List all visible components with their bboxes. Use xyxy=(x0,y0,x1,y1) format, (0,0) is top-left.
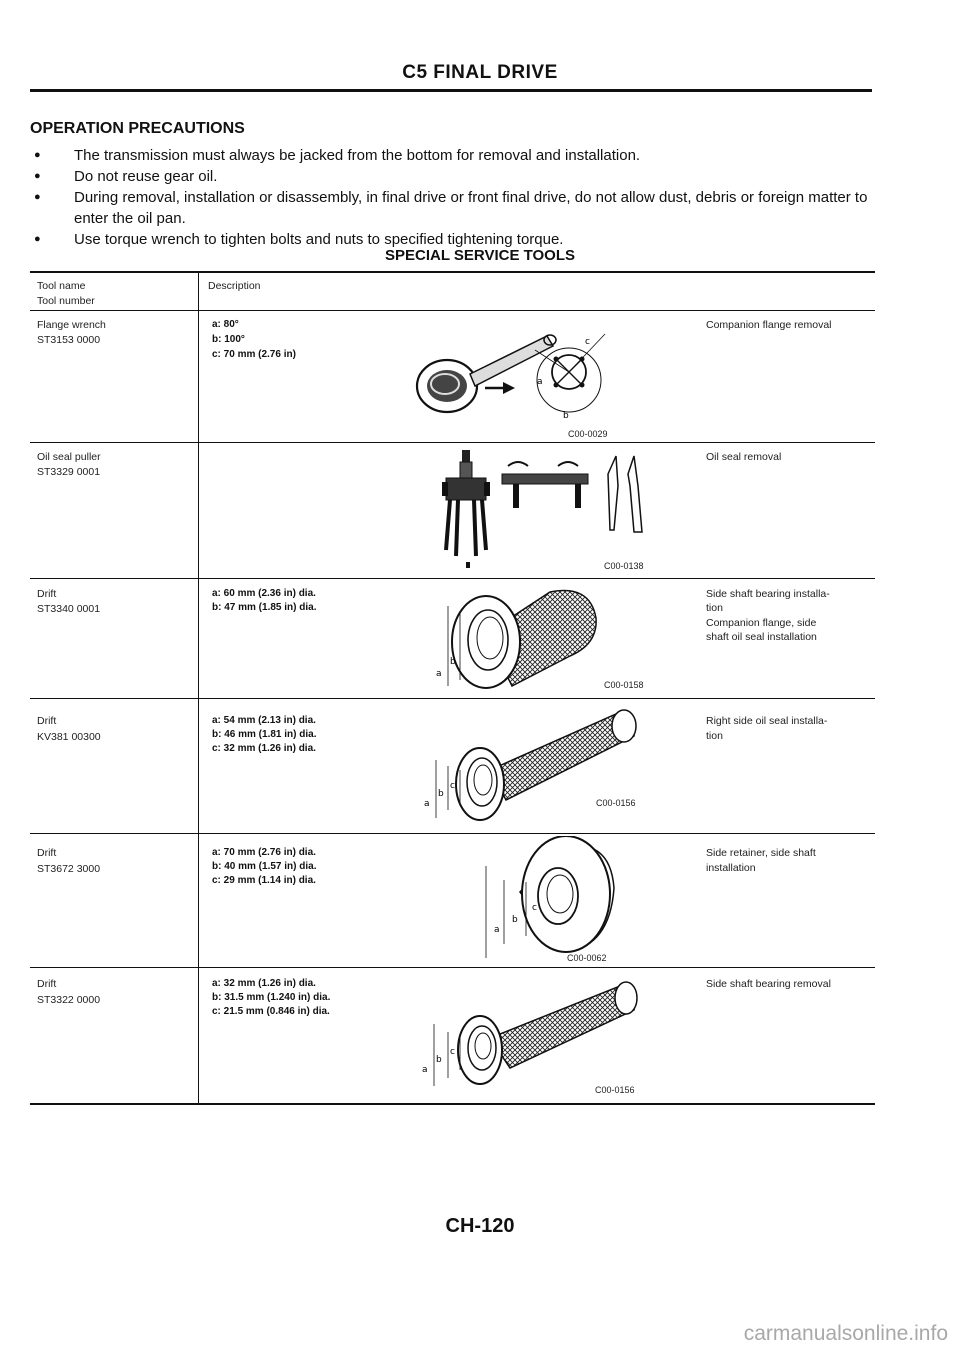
drift-illustration xyxy=(470,836,640,964)
figure-code: C00-0158 xyxy=(604,680,644,690)
drift-illustration xyxy=(420,970,660,1098)
table-bottom-rule xyxy=(30,1103,875,1105)
svg-text:a: a xyxy=(537,377,543,387)
svg-text:a: a xyxy=(494,925,500,935)
tool-number: ST3153 0000 xyxy=(37,334,101,346)
section-heading: OPERATION PRECAUTIONS xyxy=(30,120,245,137)
spec-line: b: 46 mm (1.81 in) dia. xyxy=(212,729,317,740)
figure-code: C00-0062 xyxy=(567,953,607,963)
svg-text:b: b xyxy=(450,657,456,667)
tool-name: Drift xyxy=(37,715,57,727)
spec-line: c: 32 mm (1.26 in) dia. xyxy=(212,743,316,754)
precautions-list xyxy=(34,145,874,250)
precaution-item: ● Do not reuse gear oil. xyxy=(34,166,874,187)
table-top-rule xyxy=(30,271,875,273)
spec-line: a: 54 mm (2.13 in) dia. xyxy=(212,715,316,726)
figure-code: C00-0029 xyxy=(568,429,608,439)
svg-text:c: c xyxy=(532,903,537,913)
tool-purpose: installation xyxy=(706,862,756,874)
tool-purpose: shaft oil seal installation xyxy=(706,631,817,643)
tool-number: ST3329 0001 xyxy=(37,466,101,478)
precaution-item: ● During removal, installation or disassembly, in final drive or front final drive, do not allow dust, debris or foreign matter to enter the oil pan. xyxy=(34,187,874,229)
precaution-item: ● The transmission must always be jacked from the bottom for removal and installation. xyxy=(34,145,874,166)
sst-heading: SPECIAL SERVICE TOOLS xyxy=(384,247,576,264)
svg-text:a: a xyxy=(424,799,430,809)
tool-number: KV381 00300 xyxy=(37,731,101,743)
figure-code: C00-0156 xyxy=(596,798,636,808)
row-divider xyxy=(30,833,875,834)
figure-code: C00-0138 xyxy=(604,561,644,571)
svg-text:b: b xyxy=(563,411,569,421)
watermark: carmanualsonline.info xyxy=(743,1322,948,1345)
header-tool-name: Tool name xyxy=(37,280,86,292)
precaution-item: ● Use torque wrench to tighten bolts and nuts to specified tightening torque. xyxy=(34,229,874,250)
tool-purpose: Oil seal removal xyxy=(706,451,782,463)
table-header-rule xyxy=(30,310,875,311)
header-description: Description xyxy=(208,280,261,292)
tool-name: Drift xyxy=(37,847,57,859)
tool-number: ST3322 0000 xyxy=(37,994,101,1006)
spec-line: c: 70 mm (2.76 in) xyxy=(212,349,296,360)
tool-number: ST3672 3000 xyxy=(37,863,101,875)
spec-line: b: 47 mm (1.85 in) dia. xyxy=(212,602,317,613)
tool-purpose: Companion flange, side xyxy=(706,617,817,629)
tool-purpose: Right side oil seal installa- xyxy=(706,715,828,727)
title-rule xyxy=(30,89,872,92)
tool-purpose: tion xyxy=(706,730,723,742)
tool-purpose: tion xyxy=(706,602,723,614)
drift-illustration xyxy=(420,700,660,828)
row-divider xyxy=(30,442,875,443)
spec-line: a: 60 mm (2.36 in) dia. xyxy=(212,588,316,599)
svg-text:c: c xyxy=(585,337,590,347)
tool-purpose: Side shaft bearing installa- xyxy=(706,588,830,600)
svg-text:b: b xyxy=(512,915,518,925)
svg-text:c: c xyxy=(450,781,455,791)
tool-purpose: Side retainer, side shaft xyxy=(706,847,816,859)
row-divider xyxy=(30,967,875,968)
drift-illustration xyxy=(420,582,620,694)
tool-name: Oil seal puller xyxy=(37,451,101,463)
tool-purpose: Companion flange removal xyxy=(706,319,832,331)
table-column-divider xyxy=(198,272,199,1105)
page-title: C5 FINAL DRIVE xyxy=(402,62,558,83)
flange-wrench-illustration xyxy=(415,322,635,422)
spec-line: c: 21.5 mm (0.846 in) dia. xyxy=(212,1006,330,1017)
row-divider xyxy=(30,698,875,699)
header-tool-number: Tool number xyxy=(37,295,95,307)
page-number: CH-120 xyxy=(445,1215,515,1237)
row-divider xyxy=(30,578,875,579)
figure-code: C00-0156 xyxy=(595,1085,635,1095)
spec-line: b: 40 mm (1.57 in) dia. xyxy=(212,861,317,872)
spec-line: b: 31.5 mm (1.240 in) dia. xyxy=(212,992,331,1003)
svg-text:a: a xyxy=(436,669,442,679)
spec-line: b: 100° xyxy=(212,334,245,345)
spec-line: a: 32 mm (1.26 in) dia. xyxy=(212,978,316,989)
svg-text:a: a xyxy=(422,1065,428,1075)
spec-line: a: 70 mm (2.76 in) dia. xyxy=(212,847,316,858)
tool-name: Flange wrench xyxy=(37,319,106,331)
tool-purpose: Side shaft bearing removal xyxy=(706,978,831,990)
svg-text:b: b xyxy=(438,789,444,799)
svg-text:b: b xyxy=(436,1055,442,1065)
svg-text:c: c xyxy=(450,1047,455,1057)
tool-name: Drift xyxy=(37,978,57,990)
oil-seal-puller-illustration xyxy=(438,446,678,574)
spec-line: a: 80° xyxy=(212,319,239,330)
tool-name: Drift xyxy=(37,588,57,600)
tool-number: ST3340 0001 xyxy=(37,603,101,615)
spec-line: c: 29 mm (1.14 in) dia. xyxy=(212,875,316,886)
